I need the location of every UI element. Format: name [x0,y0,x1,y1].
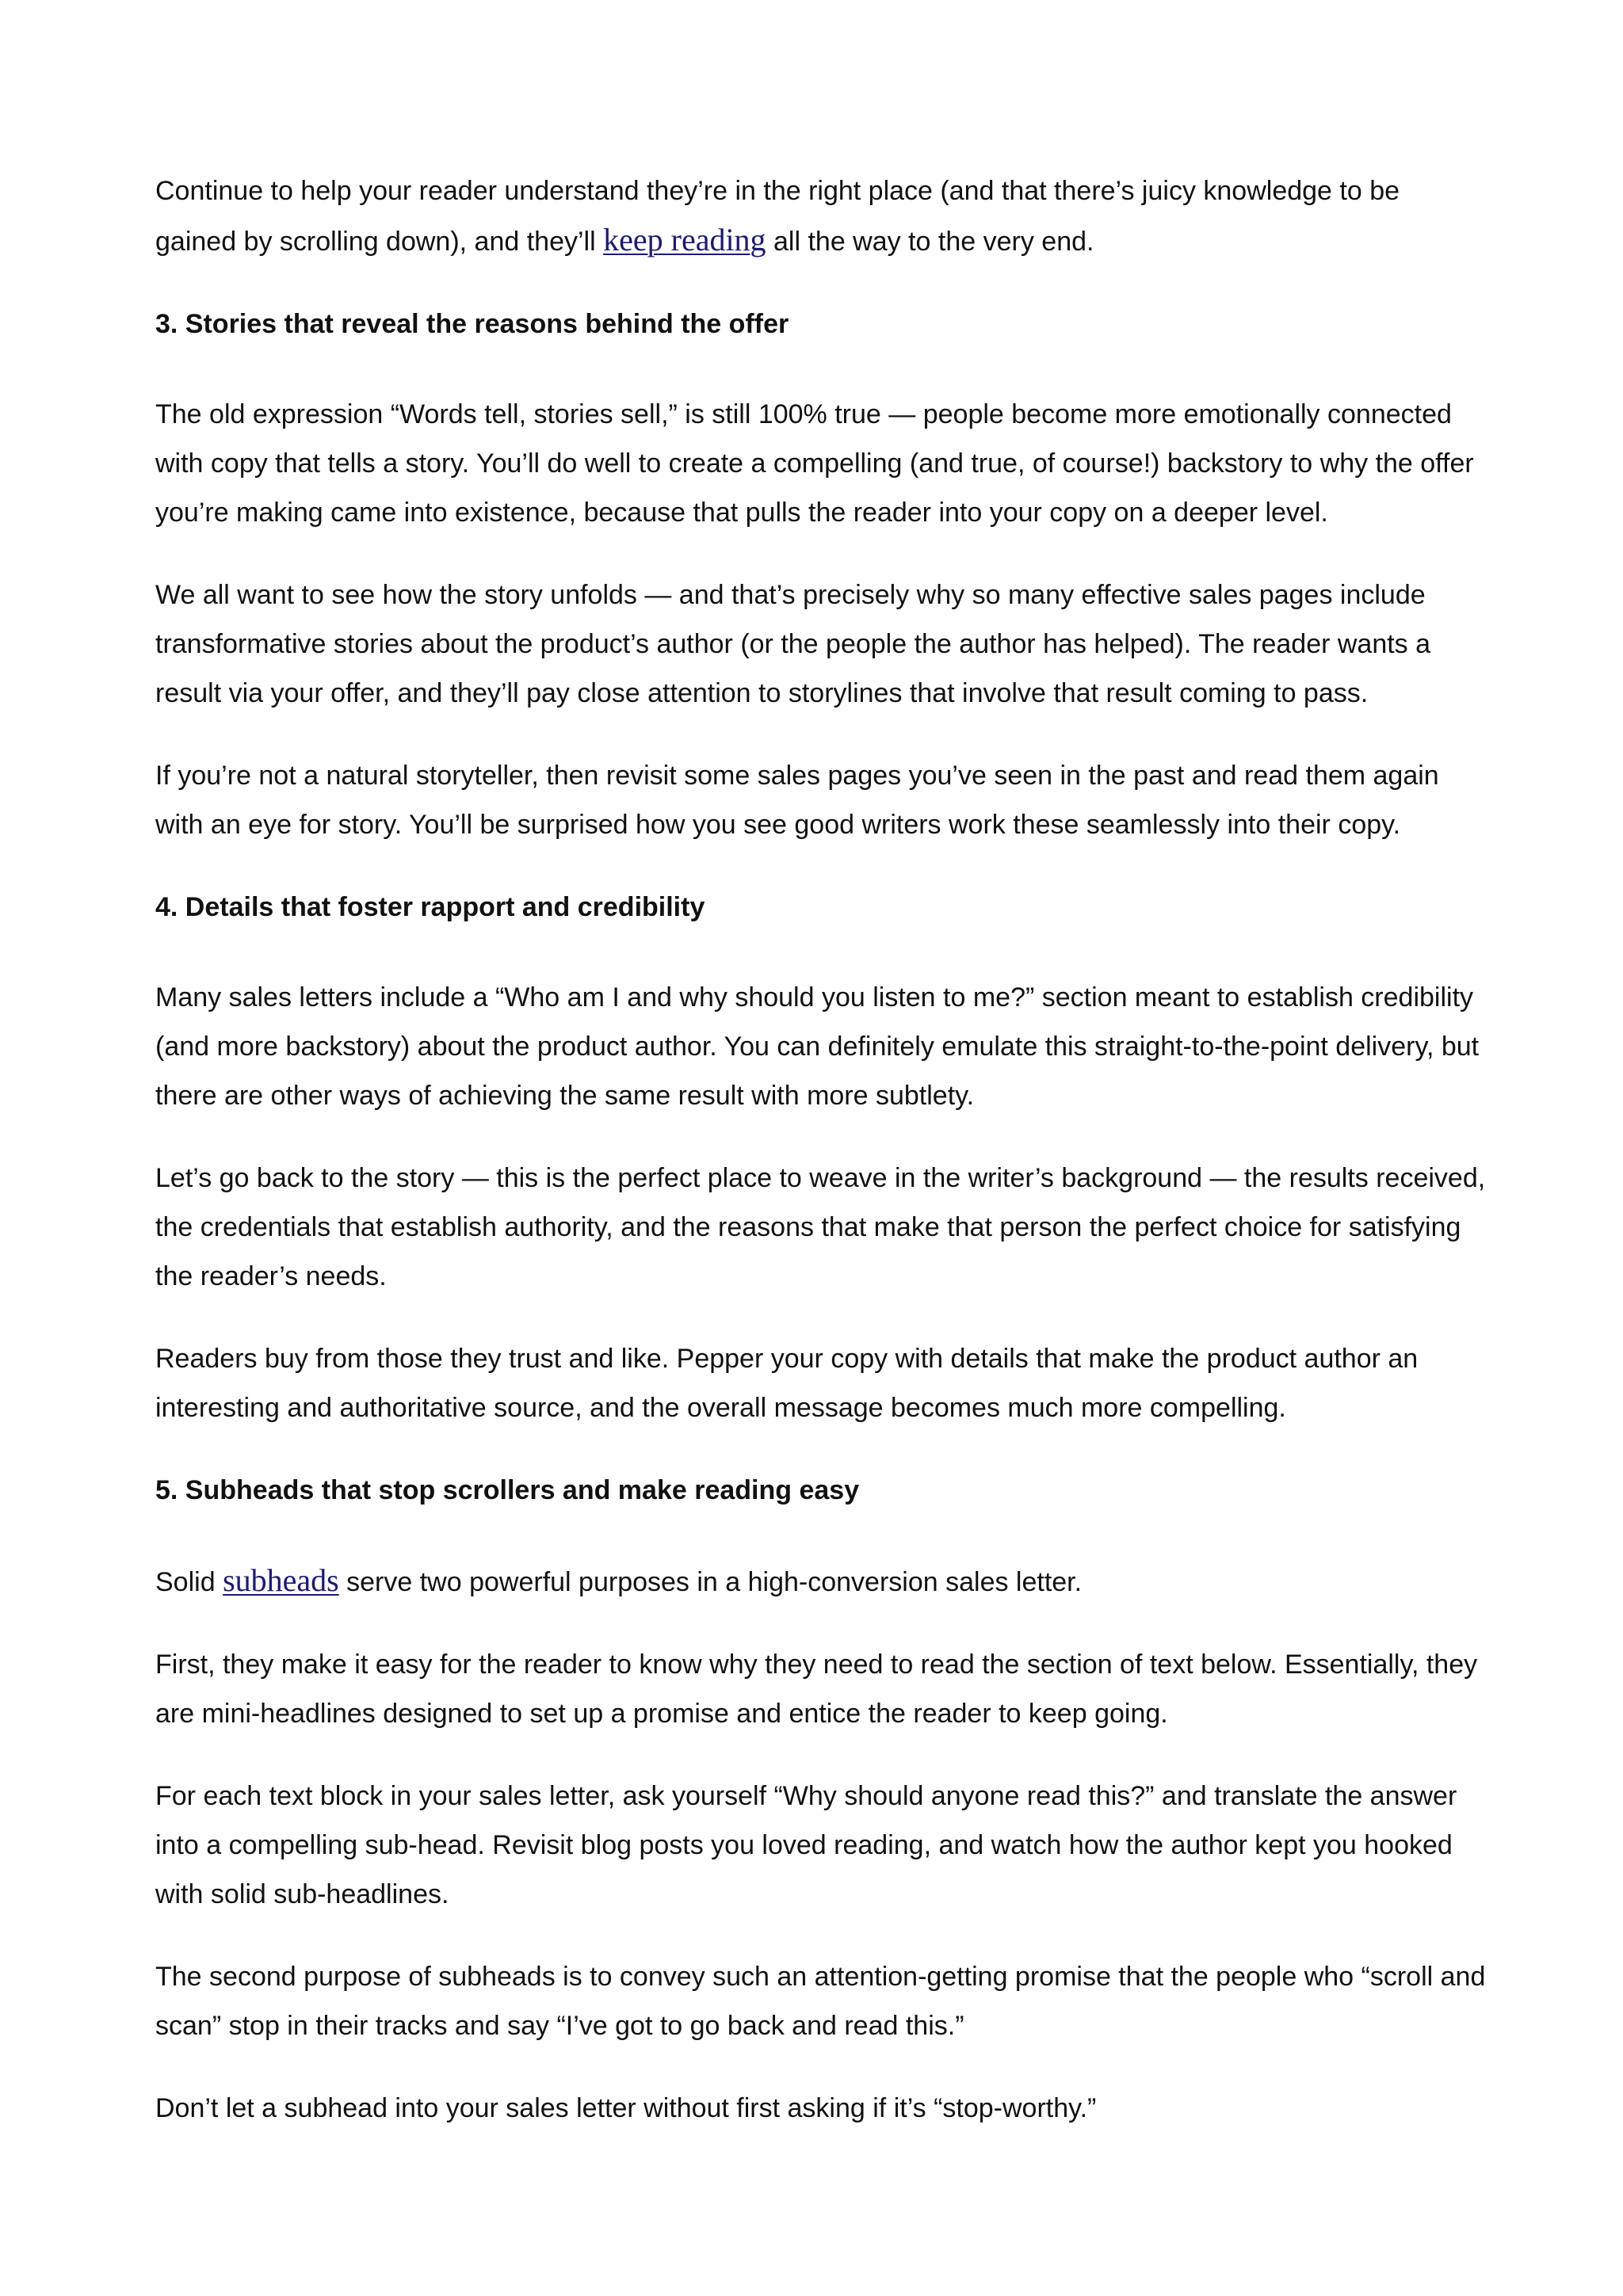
paragraph-back-to-story: Let’s go back to the story — this is the perfect place to weave in the writer’s background — the results received, the credentials that establish authority, and the reasons that make that person the perfect choice for satisfying the reader’s needs. [155,1163,1486,1291]
section-heading-stories: 3. Stories that reveal the reasons behind the offer [155,309,789,339]
document-page [155,166,1487,2166]
paragraph-words-tell: The old expression “Words tell, stories sell,” is still 100% true — people become more emotionally connected with copy that tells a story. You’ll do well to create a compelling (and true, of course!) backstory to why the offer you’re making came into existence, because that pulls the reader into your copy on a deeper level. [155,399,1474,528]
paragraph-intro [155,166,1487,266]
paragraph-solid-subheads-text-before: Solid [155,1567,223,1597]
paragraph-solid-subheads [155,1556,1487,1607]
paragraph-story-unfolds: We all want to see how the story unfolds — and that’s precisely why so many effective sales pages include transformative stories about the product’s author (or the people the author has helped). The reader wants a result via your offer, and they’ll pay close attention to storylines that involve that result coming to pass. [155,580,1431,708]
paragraph-stop-worthy: Don’t let a subhead into your sales letter without first asking if it’s “stop-worthy.” [155,2093,1097,2123]
paragraph-intro-text-after: all the way to the very end. [766,227,1094,257]
section-heading-subheads: 5. Subheads that stop scrollers and make reading easy [155,1475,860,1505]
keep-reading-link[interactable]: keep reading [603,222,766,257]
subheads-link[interactable]: subheads [223,1562,339,1598]
paragraph-second-purpose: The second purpose of subheads is to convey such an attention-getting promise that the people who “scroll and scan” stop in their tracks and say “I’ve got to go back and read this.” [155,1962,1486,2041]
paragraph-who-am-i: Many sales letters include a “Who am I and why should you listen to me?” section meant to establish credibility (and more backstory) about the product author. You can definitely emulate this straight-to-the-point delivery, but there are other ways of achieving the same result with more subtlety. [155,982,1480,1111]
section-heading-details: 4. Details that foster rapport and credibility [155,892,705,922]
paragraph-readers-buy: Readers buy from those they trust and like. Pepper your copy with details that make the product author an interesting and authoritative source, and the overall message becomes much more compelling. [155,1344,1419,1423]
paragraph-first-purpose: First, they make it easy for the reader to know why they need to read the section of text below. Essentially, they are mini-headlines designed to set up a promise and entice the reader to keep going. [155,1650,1478,1729]
paragraph-solid-subheads-text-after: serve two powerful purposes in a high-conversion sales letter. [338,1567,1083,1597]
paragraph-intro-text-before: Continue to help your reader understand they’re in the right place (and that there’s juicy knowledge to be gained by scrolling down), and they’ll [155,176,1400,257]
paragraph-natural-storyteller: If you’re not a natural storyteller, then revisit some sales pages you’ve seen in the past and read them again with an eye for story. You’ll be surprised how you see good writers work these seamlessly into their copy. [155,761,1439,840]
paragraph-each-text-block: For each text block in your sales letter, ask yourself “Why should anyone read this?” and translate the answer into a compelling sub-head. Revisit blog posts you loved reading, and watch how the author kept you hooked with solid sub-headlines. [155,1781,1457,1909]
